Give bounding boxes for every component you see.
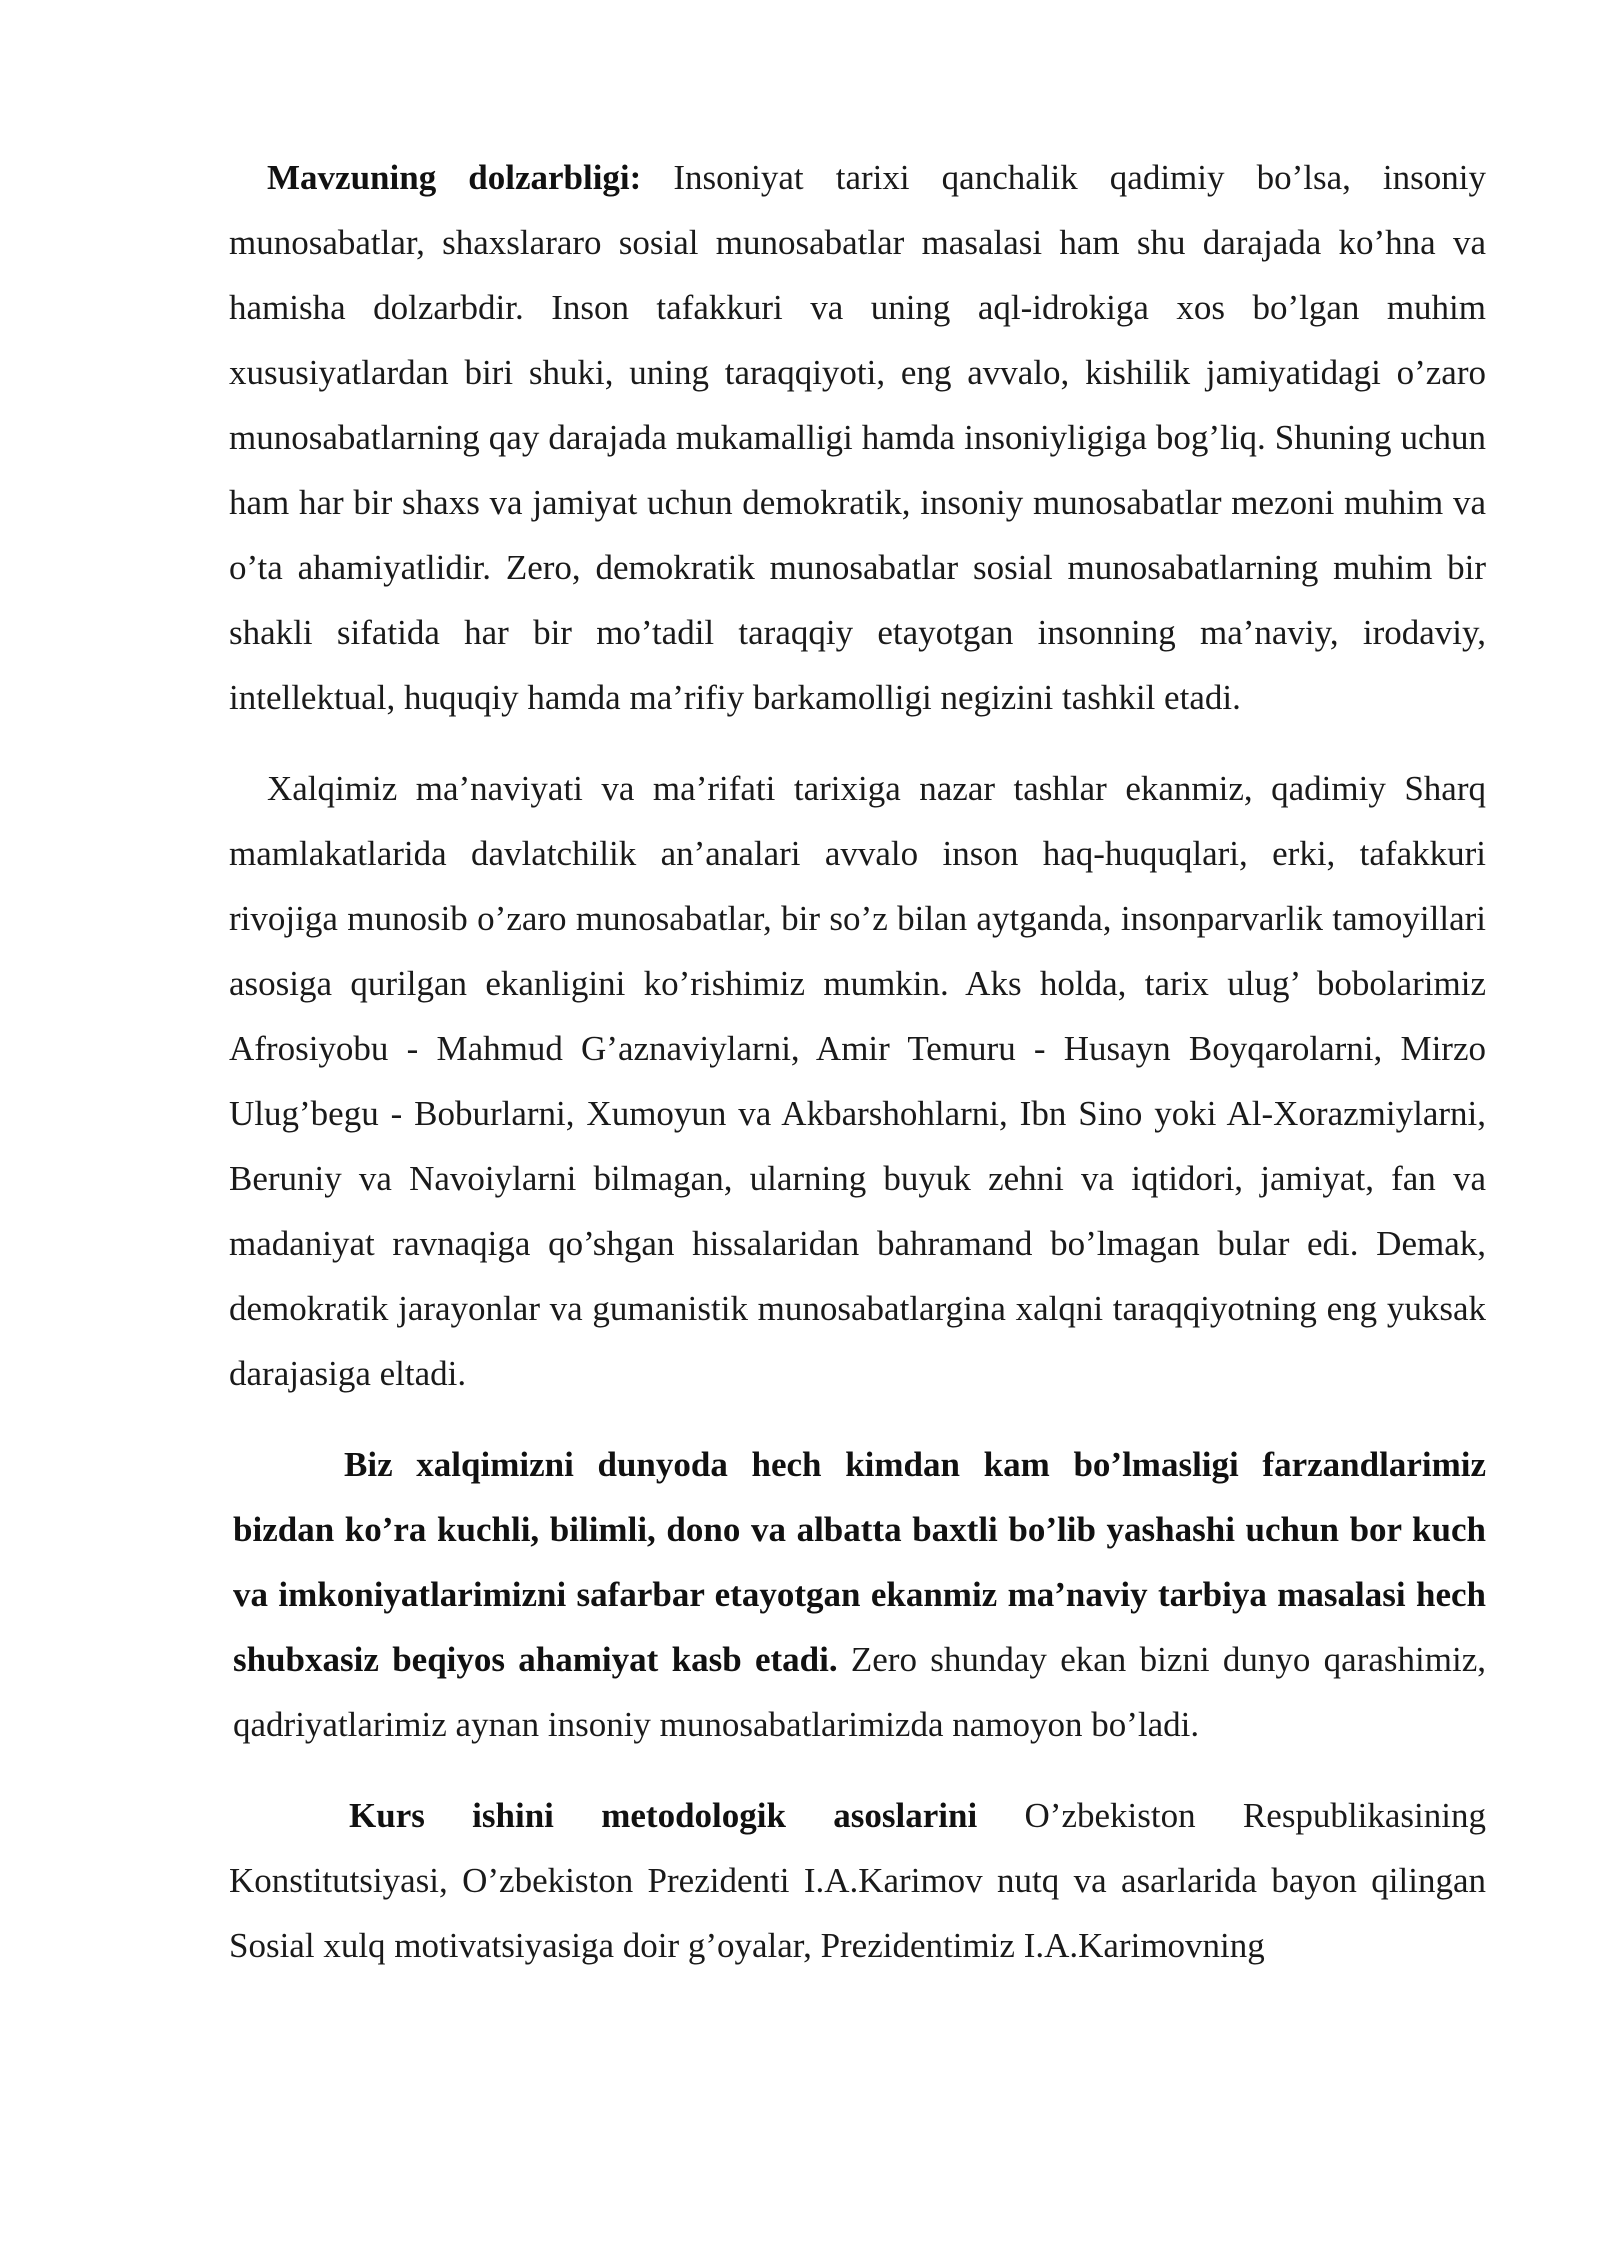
paragraph-methodology-text: O’zbekiston Respublikasining Konstitutsiyasi, O’zbekiston Prezidenti I.A.Karimov nutq va asarlarida bayon qilingan Sosial xulq motivatsiyasiga doir g’oyalar, Prezidentimiz I.A.Karimovning: [229, 1796, 1486, 1965]
document-page: [229, 145, 1486, 1978]
paragraph-topicality-text: Insoniyat tarixi qanchalik qadimiy bo’lsa, insoniy munosabatlar, shaxslararo sosial munosabatlar masalasi ham shu darajada ko’hna va hamisha dolzarbdir. Inson tafakkuri va uning aql-idrokiga xos bo’lgan muhim xususiyatlardan biri shuki, uning taraqqiyoti, eng avvalo, kishilik jamiyatidagi o’zaro munosabatlarning qay darajada mukamalligi hamda insoniyligiga bog’liq. Shuning uchun ham har bir shaxs va jamiyat uchun demokratik, insoniy munosabatlar mezoni muhim va o’ta ahamiyatlidir. Zero, demokratik munosabatlar sosial munosabatlarning muhim bir shakli sifatida har bir mo’tadil taraqqiy etayotgan insonning ma’naviy, irodaviy, intellektual, huquqiy hamda ma’rifiy barkamolligi negizini tashkil etadi.: [229, 158, 1487, 717]
paragraph-spiritual-education: [229, 1432, 1486, 1757]
paragraph-history: [229, 756, 1486, 1406]
paragraph-methodology: [229, 1783, 1486, 1978]
paragraph-history-text: Xalqimiz ma’naviyati va ma’rifati tarixiga nazar tashlar ekanmiz, qadimiy Sharq mamlakatlarida davlatchilik an’analari avvalo inson haq-huquqlari, erki, tafakkuri rivojiga munosib o’zaro munosabatlar, bir so’z bilan aytganda, insonparvarlik tamoyillari asosiga qurilgan ekanligini ko’rishimiz mumkin. Aks holda, tarix ulug’ bobolarimiz Afrosiyobu - Mahmud G’aznaviylarni, Amir Temuru - Husayn Boyqarolarni, Mirzo Ulug’begu - Boburlarni, Xumoyun va Akbarshohlarni, Ibn Sino yoki Al-Xorazmiylarni, Beruniy va Navoiylarni bilmagan, ularning buyuk zehni va iqtidori, jamiyat, fan va madaniyat ravnaqiga qo’shgan hissalaridan bahramand bo’lmagan bular edi. Demak, demokratik jarayonlar va gumanistik munosabatlargina xalqni taraqqiyotning eng yuksak darajasiga eltadi.: [229, 769, 1486, 1393]
heading-methodology: Kurs ishini metodologik asoslarini: [349, 1796, 978, 1835]
heading-topicality: Mavzuning dolzarbligi:: [267, 158, 642, 197]
emphasis-spiritual-education: Biz xalqimizni dunyoda hech kimdan kam bo’lmasligi farzandlarimiz bizdan ko’ra kuchli, bilimli, dono va albatta baxtli bo’lib yashashi uchun bor kuch va imkoniyatlarimizni safarbar etayotgan ekanmiz ma’naviy tarbiya masalasi hech shubxasiz beqiyos ahamiyat kasb etadi.: [233, 1445, 1486, 1679]
paragraph-spiritual-education-text: Zero shunday ekan bizni dunyo qarashimiz, qadriyatlarimiz aynan insoniy munosabatlarimizda namoyon bo’ladi.: [233, 1640, 1486, 1744]
paragraph-topicality: [229, 145, 1486, 730]
